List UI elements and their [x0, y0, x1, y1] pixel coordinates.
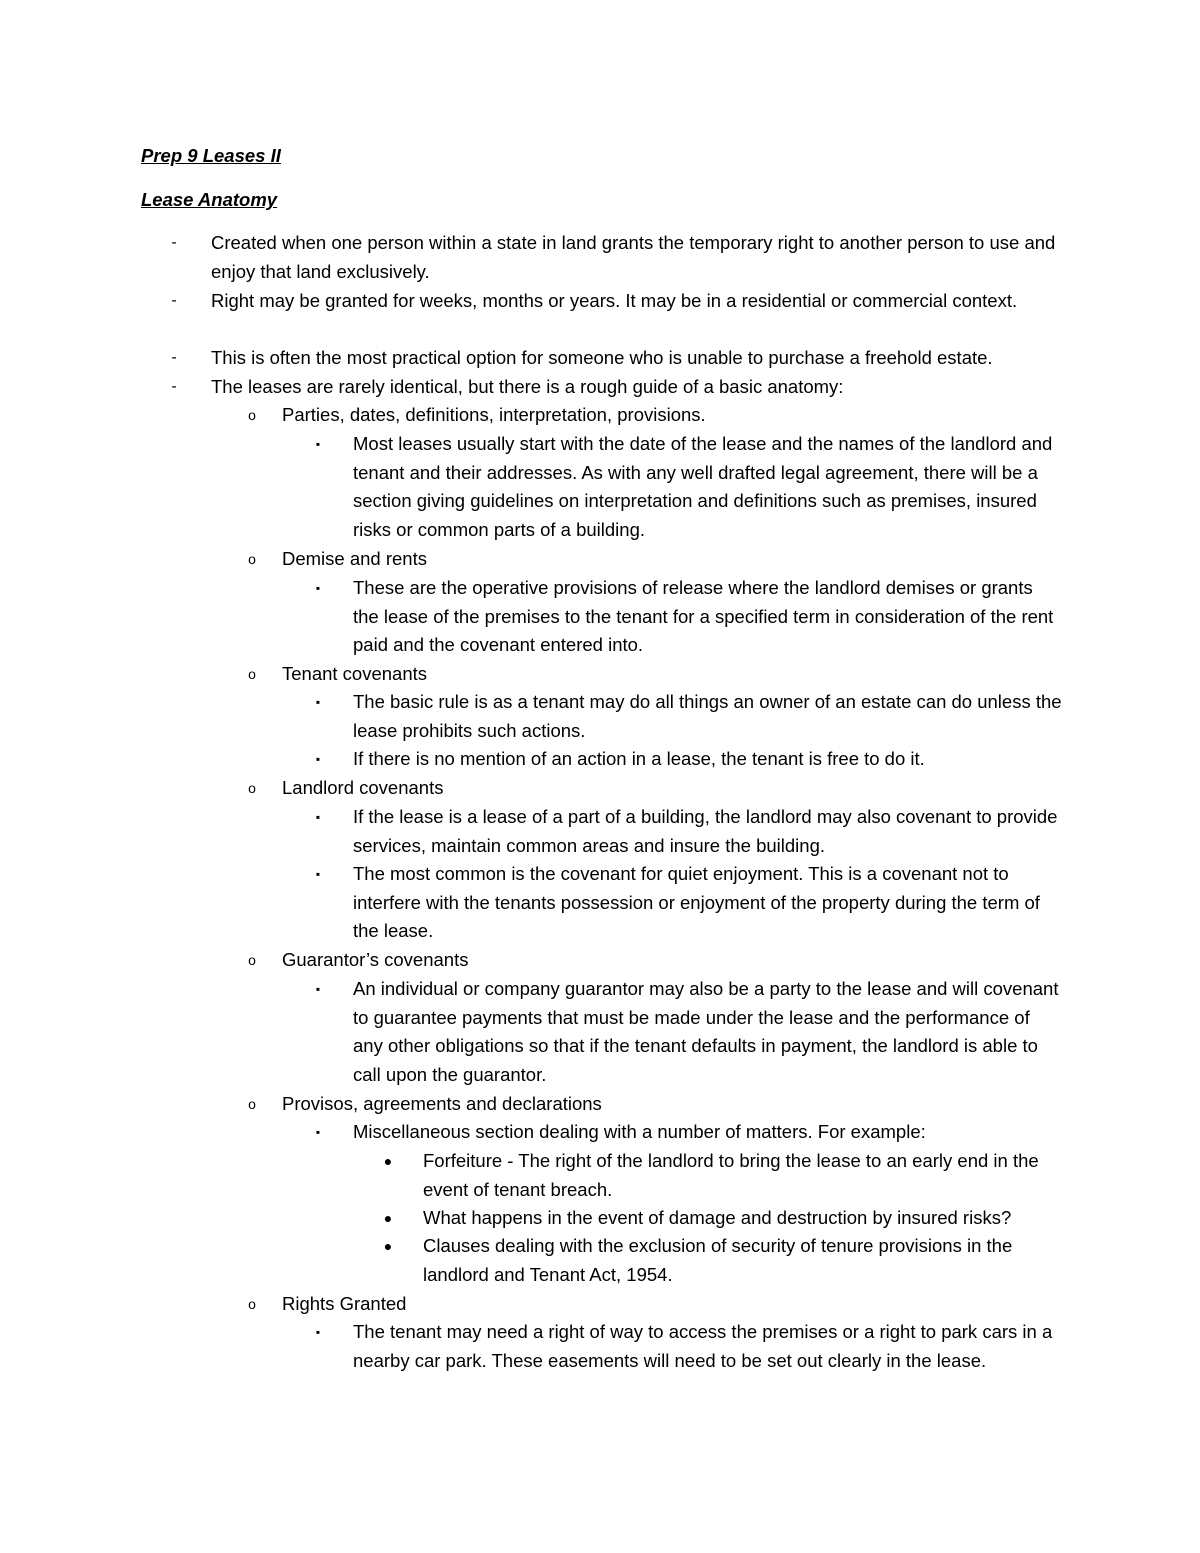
outline-item-level-1: [168, 287, 1071, 316]
list-item-text: Parties, dates, definitions, interpretation, provisions.: [282, 404, 706, 425]
list-item-text: Miscellaneous section dealing with a number of matters. For example:: [353, 1121, 926, 1142]
outline-item-level-3: [312, 975, 1063, 1090]
outline-item-level-3: [312, 688, 1063, 745]
list-item-text: Rights Granted: [282, 1293, 407, 1314]
outline-item-level-1: [168, 373, 1071, 402]
list-item-text: Guarantor’s covenants: [282, 949, 469, 970]
list-item-text: Most leases usually start with the date of the lease and the names of the landlord and tenant and their addresses. As with any well drafted legal agreement, there will be a section giving guidelines on interpretation and definitions such as premises, insured risks or common parts of a building.: [353, 433, 1053, 541]
outline-item-level-3: [312, 745, 1063, 774]
outline-item-level-2: [246, 774, 1062, 803]
list-bullet: o: [248, 780, 256, 796]
outline-item-level-2: [246, 946, 1062, 975]
list-item-text: The basic rule is as a tenant may do all things an owner of an estate can do unless the lease prohibits such actions.: [353, 691, 1062, 741]
list-item-text: What happens in the event of damage and destruction by insured risks?: [423, 1207, 1012, 1228]
outline-item-level-1: [168, 344, 1071, 373]
outline-item-level-3: [312, 1118, 1063, 1147]
outline-item-level-3: [312, 803, 1063, 860]
outline-item-level-2: [246, 401, 1062, 430]
document-title: Prep 9 Leases II: [141, 145, 281, 166]
list-bullet: o: [248, 952, 256, 968]
list-bullet: -: [171, 234, 177, 251]
list-item-text: Forfeiture - The right of the landlord to bring the lease to an early end in the event of tenant breach.: [423, 1150, 1039, 1200]
list-item-text: Landlord covenants: [282, 777, 444, 798]
list-bullet: ▪: [315, 752, 321, 766]
list-item-text: If there is no mention of an action in a lease, the tenant is free to do it.: [353, 748, 925, 769]
list-bullet: o: [248, 666, 256, 682]
outline-item-level-1: [168, 229, 1071, 286]
outline-item-level-2: [246, 660, 1062, 689]
outline-item-level-2: [246, 1290, 1062, 1319]
list-bullet: ▪: [315, 695, 321, 709]
list-item-text: The tenant may need a right of way to access the premises or a right to park cars in a nearby car park. These easements will need to be set out clearly in the lease.: [353, 1321, 1053, 1371]
list-bullet: -: [171, 349, 177, 366]
list-bullet: o: [248, 1296, 256, 1312]
list-item-text: Tenant covenants: [282, 663, 428, 684]
list-item-text: These are the operative provisions of release where the landlord demises or grants the lease of the premises to the tenant for a specified term in consideration of the rent paid and the covenant entered into.: [353, 577, 1054, 656]
list-item-text: Demise and rents: [282, 548, 427, 569]
list-bullet: ●: [383, 1210, 393, 1226]
list-bullet: ●: [383, 1238, 393, 1254]
outline-item-level-2: [246, 1090, 1062, 1119]
section-heading: Lease Anatomy: [141, 189, 278, 210]
list-item-text: If the lease is a lease of a part of a building, the landlord may also covenant to provide services, maintain common areas and insure the building.: [353, 806, 1058, 856]
list-bullet: ▪: [315, 810, 321, 824]
list-item-text: Created when one person within a state in land grants the temporary right to another person to use and enjoy that land exclusively.: [211, 232, 1056, 282]
outline-item-level-3: [312, 574, 1063, 660]
list-bullet: ▪: [315, 581, 321, 595]
list-bullet: -: [171, 378, 177, 395]
outline-item-level-4: [382, 1204, 1063, 1233]
list-item-text: An individual or company guarantor may also be a party to the lease and will covenant to guarantee payments that must be made under the lease and the performance of any other obligations so that if the tenant defaults in payment, the landlord is able to call upon the guarantor.: [353, 978, 1059, 1086]
outline-item-level-4: [382, 1232, 1063, 1289]
outline-item-level-2: [246, 545, 1062, 574]
list-bullet: -: [171, 292, 177, 309]
list-bullet: o: [248, 551, 256, 567]
list-item-text: The most common is the covenant for quiet enjoyment. This is a covenant not to interfere with the tenants possession or enjoyment of the property during the term of the lease.: [353, 863, 1040, 942]
list-item-text: This is often the most practical option for someone who is unable to purchase a freehold estate.: [211, 347, 993, 368]
outline-item-level-4: [382, 1147, 1063, 1204]
outline-item-level-3: [312, 430, 1063, 545]
outline-item-level-3: [312, 860, 1063, 946]
outline-item-level-3: [312, 1318, 1063, 1375]
list-item-text: Right may be granted for weeks, months or years. It may be in a residential or commercial context.: [211, 290, 1018, 311]
list-bullet: ▪: [315, 982, 321, 996]
list-bullet: o: [248, 407, 256, 423]
list-bullet: ▪: [315, 437, 321, 451]
list-bullet: o: [248, 1096, 256, 1112]
list-item-text: The leases are rarely identical, but there is a rough guide of a basic anatomy:: [211, 376, 844, 397]
list-bullet: ●: [383, 1153, 393, 1169]
list-item-text: Provisos, agreements and declarations: [282, 1093, 602, 1114]
list-bullet: ▪: [315, 1325, 321, 1339]
list-bullet: ▪: [315, 1125, 321, 1139]
list-bullet: ▪: [315, 867, 321, 881]
list-item-text: Clauses dealing with the exclusion of security of tenure provisions in the landlord and Tenant Act, 1954.: [423, 1235, 1013, 1285]
